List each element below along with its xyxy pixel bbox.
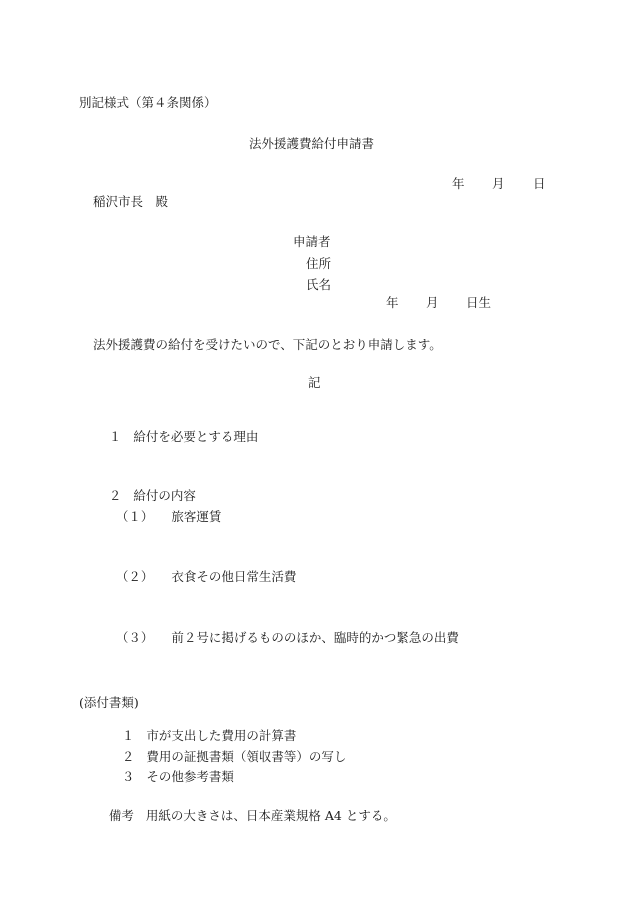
attachment-3-label: その他参考書類 xyxy=(146,768,234,784)
remarks-label: 備考 xyxy=(108,807,134,823)
applicant-name-label: 氏名 xyxy=(306,277,332,292)
section-1-number: １ xyxy=(108,428,122,444)
item-3-number: （３） xyxy=(115,629,154,645)
intro-statement: 法外援護費の給付を受けたいので、下記のとおり申請します。 xyxy=(93,337,442,352)
item-3-label: 前２号に掲げるもののほか、臨時的かつ緊急の出費 xyxy=(171,629,459,645)
date-month-label: 月 xyxy=(492,176,505,191)
attachment-1-number: １ xyxy=(121,727,135,743)
section-2-item-3 xyxy=(100,619,459,657)
section-1-label: 給付を必要とする理由 xyxy=(133,428,259,444)
attachment-1-label: 市が支出した費用の計算書 xyxy=(146,727,297,743)
form-label: 別記様式（第４条関係） xyxy=(79,95,217,110)
section-2-item-2 xyxy=(100,558,296,596)
section-2-item-1 xyxy=(100,498,221,536)
attachment-2-label: 費用の証拠書類（領収書等）の写し xyxy=(146,748,347,764)
item-1-label: 旅客運賃 xyxy=(171,508,222,524)
attachments-heading: (添付書類) xyxy=(79,695,139,710)
attachment-item-3 xyxy=(106,758,234,796)
addressee: 稲沢市長 殿 xyxy=(93,194,169,209)
document-title: 法外援護費給付申請書 xyxy=(249,136,375,151)
section-2-number: ２ xyxy=(108,487,122,503)
birth-day-label: 日生 xyxy=(466,295,492,310)
remarks xyxy=(93,797,396,835)
date-year-label: 年 xyxy=(452,176,465,191)
section-1 xyxy=(93,418,258,456)
ki-heading: 記 xyxy=(308,375,321,390)
item-2-label: 衣食その他日常生活費 xyxy=(171,568,297,584)
item-2-number: （２） xyxy=(115,568,154,584)
item-1-number: （１） xyxy=(115,508,154,524)
birth-month-label: 月 xyxy=(426,295,439,310)
applicant-address-label: 住所 xyxy=(306,256,332,271)
attachment-2-number: ２ xyxy=(121,748,135,764)
attachment-3-number: ３ xyxy=(121,768,135,784)
remarks-text: 用紙の大きさは、日本産業規格 A4 とする。 xyxy=(145,807,396,823)
birth-year-label: 年 xyxy=(386,295,399,310)
section-2-label: 給付の内容 xyxy=(133,487,196,503)
date-day-label: 日 xyxy=(533,176,546,191)
applicant-heading: 申請者 xyxy=(293,234,331,249)
